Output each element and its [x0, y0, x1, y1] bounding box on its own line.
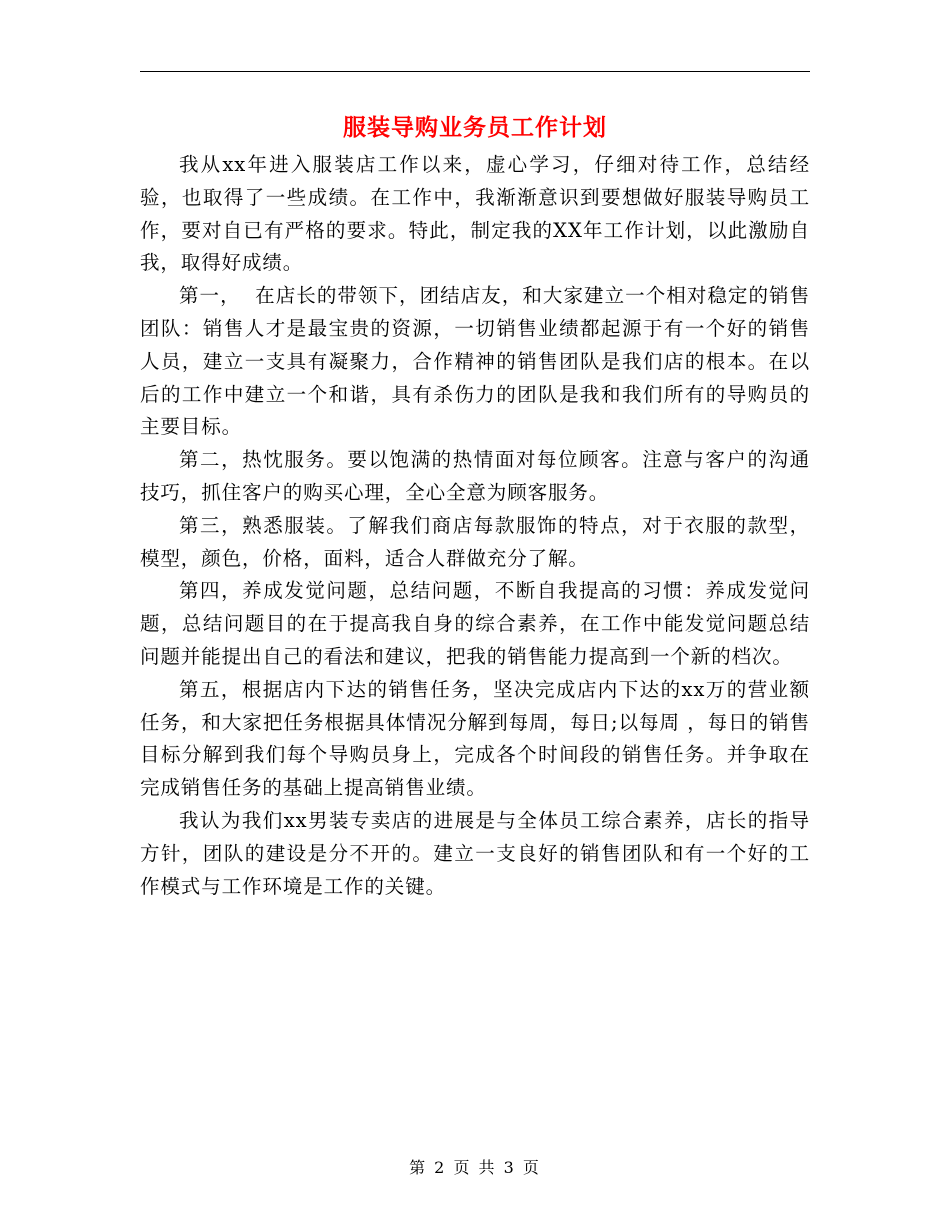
conclusion-paragraph: 我认为我们xx男装专卖店的进展是与全体员工综合素养，店长的指导方针，团队的建设是分不开的。建立一支良好的销售团队和有一个好的工作模式与工作环境是工作的关键。: [140, 808, 810, 898]
document-body: [140, 149, 810, 903]
page-number: 第 2 页 共 3 页: [409, 1158, 541, 1177]
point-two-paragraph: 第二，热忱服务。要以饱满的热情面对每位顾客。注意与客户的沟通技巧，抓住客户的购买心理，全心全意为顾客服务。: [140, 448, 810, 504]
header-rule: [140, 71, 810, 72]
point-one-paragraph: 第一， 在店长的带领下，团结店友，和大家建立一个相对稳定的销售团队：销售人才是最宝贵的资源，一切销售业绩都起源于有一个好的销售人员，建立一支具有凝聚力，合作精神的销售团队是我们店的根本。在以后的工作中建立一个和谐，具有杀伤力的团队是我和我们所有的导购员的主要目标。: [140, 284, 810, 439]
point-five-paragraph: 第五，根据店内下达的销售任务，坚决完成店内下达的xx万的营业额任务，和大家把任务根据具体情况分解到每周，每日;以每周 ，每日的销售目标分解到我们每个导购员身上，完成各个时间段的销售任务。并争取在完成销售任务的基础上提高销售业绩。: [140, 677, 810, 800]
point-four-paragraph: 第四，养成发觉问题，总结问题，不断自我提高的习惯：养成发觉问题，总结问题目的在于提高我自身的综合素养，在工作中能发觉问题总结问题并能提出自己的看法和建议，把我的销售能力提高到一个新的档次。: [140, 579, 810, 668]
intro-paragraph: 我从xx年进入服装店工作以来，虚心学习，仔细对待工作，总结经验，也取得了一些成绩。在工作中，我渐渐意识到要想做好服装导购员工作，要对自已有严格的要求。特此，制定我的XX年工作计划，以此激励自我，取得好成绩。: [140, 153, 810, 275]
document-title: 服装导购业务员工作计划: [343, 114, 607, 141]
point-three-paragraph: 第三，熟悉服装。了解我们商店每款服饰的特点，对于衣服的款型，模型，颜色，价格，面料，适合人群做充分了解。: [140, 513, 810, 570]
